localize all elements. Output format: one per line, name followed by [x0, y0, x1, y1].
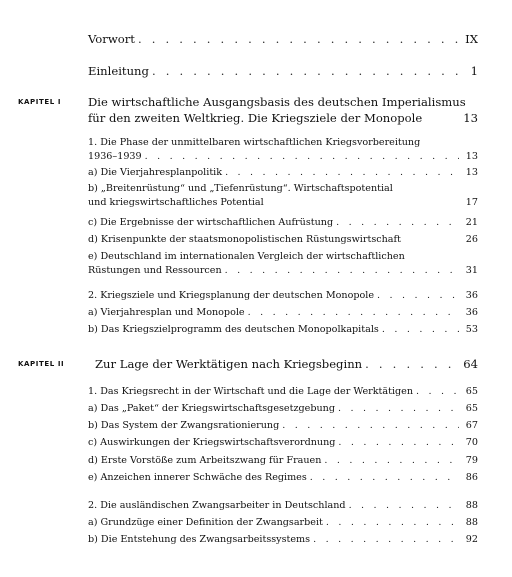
- dot-leader: [282, 420, 459, 432]
- dot-leader: [310, 472, 459, 484]
- subsection-1-1-e-line2: Rüstungen und Ressourcen . . . 31: [88, 265, 478, 277]
- subsection-1-1-b-line2: und kriegswirtschaftliches Potential 17: [88, 197, 478, 208]
- dot-leader: [225, 265, 459, 277]
- subsection-2-1-d: d) Erste Vorstöße zum Arbeitszwang für Frauen . . . 79: [88, 455, 478, 467]
- toc-page-number: 26: [465, 234, 478, 245]
- subsection-1-1-c: c) Die Ergebnisse der wirtschaftlichen Aufrüstung . . . 21: [88, 217, 478, 229]
- toc-page-number: 92: [465, 534, 478, 545]
- chapter-1-title-line2: für den zweiten Weltkrieg. Die Kriegsziele der Monopole 13: [88, 111, 478, 125]
- dot-leader: [248, 307, 459, 319]
- dot-leader: [365, 357, 459, 371]
- section-2-2: 2. Die ausländischen Zwangsarbeiter in Deutschland . . . 88: [88, 500, 478, 512]
- section-2-1: 1. Das Kriegsrecht in der Wirtschaft und die Lage der Werktätigen . . . 65: [88, 386, 478, 398]
- toc-page-number: 88: [465, 517, 478, 528]
- toc-page-number: 1: [470, 64, 478, 78]
- subsection-2-1-c: c) Auswirkungen der Kriegswirtschaftsverordnung . . . 70: [88, 437, 478, 449]
- dot-leader: [324, 455, 459, 467]
- subsection-2-2-b: b) Die Entstehung des Zwangsarbeitssystems . . . 92: [88, 534, 478, 546]
- toc-page-number: 86: [465, 472, 478, 483]
- subsection-1-1-d: d) Krisenpunkte der staatsmonopolistischen Rüstungswirtschaft 26: [88, 234, 478, 245]
- dot-leader: [313, 534, 459, 546]
- dot-leader: [326, 517, 459, 529]
- toc-page-number: 13: [465, 167, 478, 178]
- section-1-2: 2. Kriegsziele und Kriegsplanung der deutschen Monopole . . . 36: [88, 290, 478, 302]
- dot-leader: [152, 64, 459, 78]
- toc-page-number: IX: [465, 32, 478, 46]
- subsection-2-1-a: a) Das „Paket“ der Kriegswirtschaftsgesetzgebung . . . 65: [88, 403, 478, 415]
- chapter-1-title-line1: Die wirtschaftliche Ausgangsbasis des deutschen Imperialismus: [88, 95, 466, 109]
- toc-page-number: 88: [465, 500, 478, 511]
- dot-leader: [145, 151, 459, 163]
- toc-page-number: 65: [465, 386, 478, 397]
- dot-leader: [349, 500, 459, 512]
- toc-entry-einleitung: [88, 64, 478, 78]
- chapter-label-1: KAPITEL I: [18, 98, 62, 106]
- toc-entry-title: Einleitung: [88, 64, 149, 78]
- subsection-1-2-a: a) Vierjahresplan und Monopole . . . 36: [88, 307, 478, 319]
- toc-page-number: 36: [465, 307, 478, 318]
- dot-leader: [138, 32, 459, 46]
- toc-page-number: 36: [465, 290, 478, 301]
- dot-leader: [416, 386, 459, 398]
- toc-page-number: 67: [465, 420, 478, 431]
- dot-leader: [338, 403, 459, 415]
- toc-page-number: 13: [465, 151, 478, 162]
- subsection-1-1-b-line1: b) „Breitenrüstung“ und „Tiefenrüstung“. Wirtschaftspotential: [88, 183, 393, 194]
- toc-page-number: 65: [465, 403, 478, 414]
- dot-leader: [377, 290, 459, 302]
- section-1-1-line2: 1936–1939 . . . 13: [88, 151, 478, 163]
- toc-page-number: 17: [465, 197, 478, 208]
- toc-entry-vorwort: [88, 32, 478, 46]
- chapter-label-2: KAPITEL II: [18, 360, 65, 368]
- subsection-2-2-a: a) Grundzüge einer Definition der Zwangsarbeit . . . 88: [88, 517, 478, 529]
- toc-page-number: 21: [465, 217, 478, 228]
- subsection-1-1-e-line1: e) Deutschland im internationalen Vergleich der wirtschaftlichen: [88, 251, 405, 262]
- toc-page-number: 31: [465, 265, 478, 276]
- chapter-2-title: Zur Lage der Werktätigen nach Kriegsbeginn . . . 64: [95, 357, 478, 371]
- toc-entry-title: Vorwort: [88, 32, 135, 46]
- subsection-2-1-e: e) Anzeichen innerer Schwäche des Regimes . . . 86: [88, 472, 478, 484]
- dot-leader: [382, 324, 459, 336]
- toc-page-number: 53: [465, 324, 478, 335]
- toc-page-number: 79: [465, 455, 478, 466]
- subsection-2-1-b: b) Das System der Zwangsrationierung . . . 67: [88, 420, 478, 432]
- toc-page-number: 70: [465, 437, 478, 448]
- subsection-1-1-a: a) Die Vierjahresplanpolitik . . . 13: [88, 167, 478, 179]
- dot-leader: [336, 217, 459, 229]
- toc-page-number: 64: [463, 357, 478, 371]
- toc-page-number: 13: [463, 111, 478, 125]
- subsection-1-2-b: b) Das Kriegszielprogramm des deutschen Monopolkapitals . . . 53: [88, 324, 478, 336]
- dot-leader: [225, 167, 459, 179]
- section-1-1-line1: 1. Die Phase der unmittelbaren wirtschaftlichen Kriegsvorbereitung: [88, 137, 421, 148]
- dot-leader: [338, 437, 459, 449]
